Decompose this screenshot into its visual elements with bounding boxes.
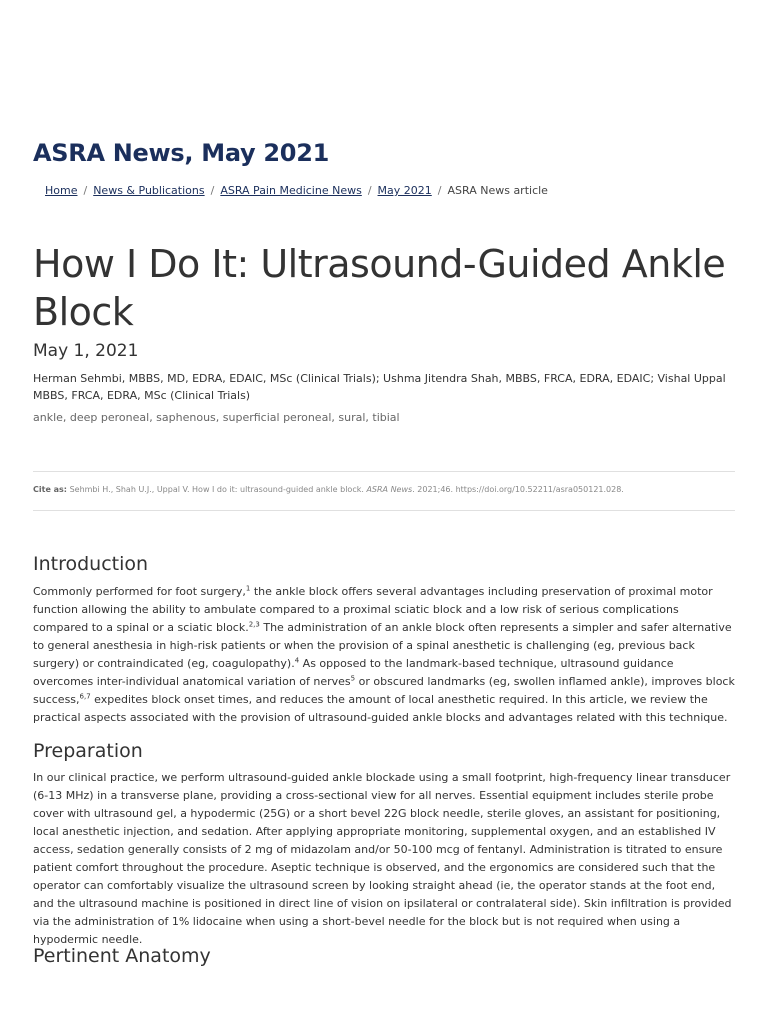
breadcrumb-current: ASRA News article	[447, 184, 548, 197]
breadcrumb-may-2021-link[interactable]: May 2021	[377, 184, 432, 197]
citation-ref: 4	[294, 656, 300, 665]
section-title: ASRA News, May 2021	[33, 139, 329, 167]
citation-label: Cite as:	[33, 485, 68, 494]
citation-journal: ASRA News	[366, 485, 413, 494]
citation-text	[33, 485, 624, 494]
breadcrumb-separator: /	[83, 184, 88, 197]
intro-text: or obscured landmarks (eg, swollen inflamed ankle), improves block success,	[33, 675, 735, 706]
citation-ref: 2,3	[248, 620, 260, 629]
citation-details: . 2021;46. https://doi.org/10.52211/asra050121.028.	[412, 485, 624, 494]
citation-ref: 6,7	[79, 692, 91, 701]
intro-text: The administration of an ankle block often represents a simpler and safer alternative to general anesthesia in high-risk patients or when the provision of a spinal anesthetic is challenging (eg, previous back surgery) or contraindicated (eg, coagulopathy).	[33, 621, 732, 670]
breadcrumb-separator: /	[367, 184, 372, 197]
breadcrumb-separator: /	[437, 184, 442, 197]
introduction-paragraph	[33, 583, 735, 727]
breadcrumb-news-publications-link[interactable]: News & Publications	[93, 184, 205, 197]
citation-box	[33, 471, 735, 511]
breadcrumb	[45, 184, 548, 197]
article-authors: Herman Sehmbi, MBBS, MD, EDRA, EDAIC, MSc (Clinical Trials); Ushma Jitendra Shah, MBBS, FRCA, EDRA, EDAIC; Vishal Uppal MBBS, FRCA, EDRA, MSc (Clinical Trials)	[33, 372, 726, 402]
intro-text: expedites block onset times, and reduces the amount of local anesthetic required. In this article, we review the practical aspects associated with the provision of ultrasound-guided ankle blocks and advantages related with this technique.	[33, 693, 728, 724]
article-keywords: ankle, deep peroneal, saphenous, superficial peroneal, sural, tibial	[33, 411, 400, 424]
intro-text: Commonly performed for foot surgery,	[33, 585, 246, 598]
article-title: How I Do It: Ultrasound-Guided Ankle Block	[33, 242, 726, 334]
breadcrumb-separator: /	[210, 184, 215, 197]
citation-authors-title: Sehmbi H., Shah U.J., Uppal V. How I do it: ultrasound-guided ankle block.	[69, 485, 364, 494]
breadcrumb-home-link[interactable]: Home	[45, 184, 78, 197]
preparation-heading: Preparation	[33, 740, 143, 762]
introduction-heading: Introduction	[33, 553, 149, 575]
citation-ref: 5	[350, 674, 356, 683]
breadcrumb-asra-pain-medicine-news-link[interactable]: ASRA Pain Medicine News	[220, 184, 362, 197]
citation-ref: 1	[245, 584, 251, 593]
article-date: May 1, 2021	[33, 341, 139, 361]
intro-text: As opposed to the landmark-based technique, ultrasound guidance overcomes inter-individual anatomical variation of nerves	[33, 657, 674, 688]
intro-text: the ankle block offers several advantages including preservation of proximal motor function allowing the ability to ambulate compared to a proximal sciatic block and a low risk of serious complications compared to a spinal or a sciatic block.	[33, 585, 713, 634]
preparation-paragraph: In our clinical practice, we perform ultrasound-guided ankle blockade using a small footprint, high-frequency linear transducer (6-13 MHz) in a transverse plane, providing a cross-sectional view for all nerves. Essential equipment includes sterile probe cover with ultrasound gel, a hypodermic (25G) or a short bevel 22G block needle, sterile gloves, an assistant for positioning, local anesthetic injection, and sedation. After applying appropriate monitoring, supplemental oxygen, and an established IV access, sedation generally consists of 2 mg of midazolam and/or 50-100 mcg of fentanyl. Administration is titrated to ensure patient comfort throughout the procedure. Aseptic technique is observed, and the ergonomics are considered such that the operator can comfortably visualize the ultrasound screen by looking straight ahead (ie, the operator stands at the foot end, and the ultrasound machine is positioned in direct line of vision on ipsilateral or contralateral side). Skin infiltration is provided via the administration of 1% lidocaine when using a short-bevel needle for the block but is not required when using a hypodermic needle.	[33, 771, 732, 946]
pertinent-anatomy-heading: Pertinent Anatomy	[33, 945, 211, 967]
